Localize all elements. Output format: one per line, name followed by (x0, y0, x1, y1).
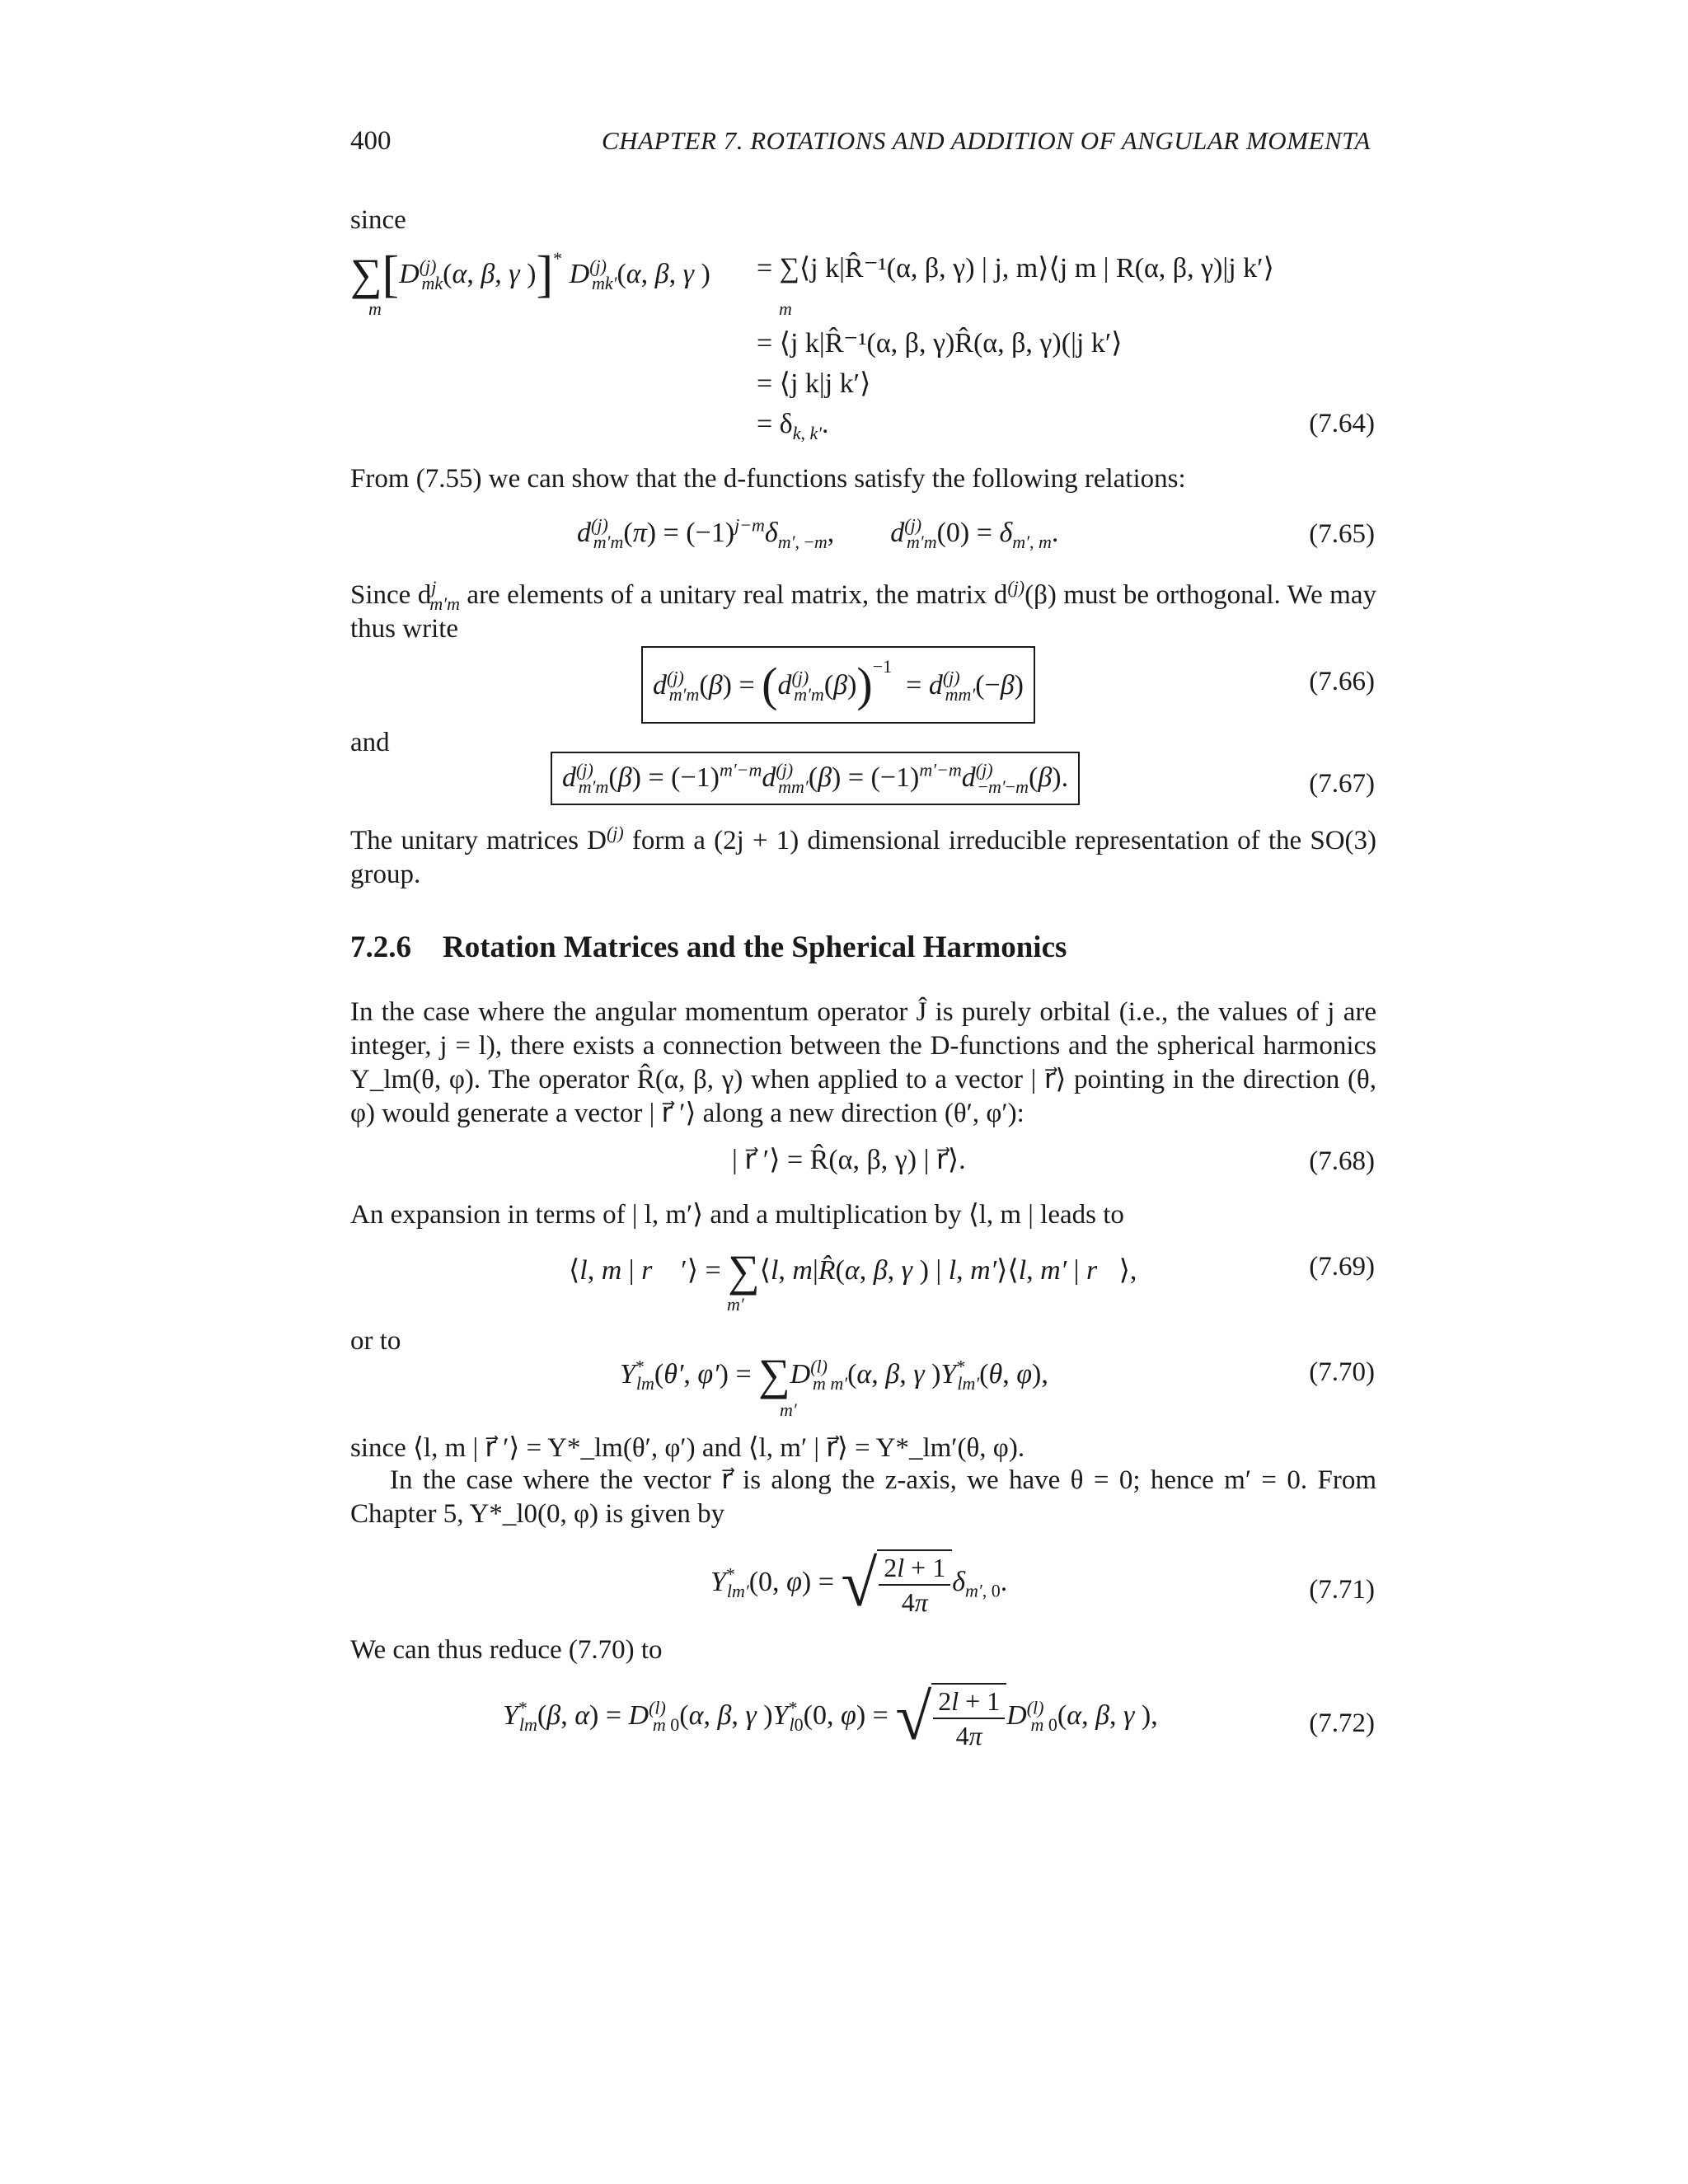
equation-number-7-70: (7.70) (1309, 1357, 1375, 1387)
equation-7-67: $d^{(j)}_{m'm}(\beta) = (-1)^{m'-m}d^{(j)}_{mm'}(\beta) = (-1)^{m'-m}d^{(j)}_{-m'-m}(\beta)$. (551, 752, 1080, 805)
equation-number-7-65: (7.65) (1309, 519, 1375, 549)
text-since-unitary: Since $d^j_{m'm}$ are elements of a unitary real matrix, the matrix $d^{(j)}(\beta)$ must be orthogonal. We may thus write (350, 577, 1376, 644)
text-orbital-paragraph: In the case where the angular momentum operator Ĵ is purely orbital (i.e., the values of j are integer, j = l), there exists a connection between the D-functions and the spherical harmonics Y_lm(θ, φ). The operator R̂(α, β, γ) when applied to a vector | r⃗⟩ pointing in the direction (θ, φ) would generate a vector | r⃗ ′⟩ along a new direction (θ′, φ′): (350, 997, 1376, 1128)
equation-number-7-64: (7.64) (1309, 409, 1375, 438)
equation-7-66: $d^{(j)}_{m'm}(\beta) = (d^{(j)}_{m'm}(\beta))^{-1} = d^{(j)}_{mm'}(-\beta)$ (641, 646, 1035, 724)
sum-index-m: m (368, 298, 382, 319)
sum-index-m-prime-2: m′ (780, 1399, 797, 1420)
text-since-2: since ⟨l, m | r⃗ ′⟩ = Y*_lm(θ′, φ′) and ⟨l, m′ | r⃗⟩ = Y*_lm′(θ, φ). (350, 1433, 1025, 1463)
text-from-7-55: From (7.55) we can show that the d-functions satisfy the following relations: (350, 464, 1186, 494)
text-z-axis: In the case where the vector r⃗ is along the z-axis, we have θ = 0; hence m′ = 0. From Chapter 5, Y*_l0(0, φ) is given by (350, 1465, 1376, 1529)
section-heading (350, 930, 1067, 966)
equation-number-7-71: (7.71) (1309, 1575, 1375, 1605)
equation-number-7-72: (7.72) (1309, 1708, 1375, 1738)
text-reduce: We can thus reduce (7.70) to (350, 1635, 663, 1665)
sum-index-m-rhs: m (779, 298, 792, 319)
equation-7-64-rhs-1: = ∑⟨j k|R̂⁻¹(α, β, γ) | j, m⟩⟨j m | R(α, β, γ)|j k′⟩ (757, 253, 1274, 284)
equation-number-7-69: (7.69) (1309, 1252, 1375, 1282)
text-expansion: An expansion in terms of | l, m′⟩ and a multiplication by ⟨l, m | leads to (350, 1200, 1124, 1230)
equation-number-7-68: (7.68) (1309, 1146, 1375, 1176)
equation-7-72: $Y^*_{lm}(\beta$, $\alpha) = D^{(l)}_{m 0}(\alpha$, β, γ )$Y^*_{l0}(0$, φ) = √ $\frac{2l + 1}{4\pi}$ $D^{(l)}_{m 0}(\alpha$, β, γ ), (503, 1681, 1158, 1754)
equation-number-7-67: (7.67) (1309, 769, 1375, 799)
equation-7-65: $d^{(j)}_{m'm}(\pi) = (-1)^{j-m}\delta_{m', -m}$, $d^{(j)}_{m'm}(0) = \delta_{m', m}$. (577, 514, 1059, 552)
equation-7-64-rhs-3: = ⟨j k|j k′⟩ (757, 368, 871, 399)
sum-index-m-prime-1: m′ (727, 1294, 744, 1315)
page-number: 400 (350, 126, 392, 156)
text-since: since (350, 205, 406, 235)
equation-number-7-66: (7.66) (1309, 667, 1375, 696)
equation-7-68: | r⃗ ′⟩ = R̂(α, β, γ) | r⃗⟩. (732, 1145, 966, 1175)
equation-7-71: $Y^*_{lm'}(0$, φ) = √ $\frac{2l + 1}{4\pi}$ $\delta_{m', 0}$. (710, 1548, 1008, 1620)
equation-7-64-rhs-2: = ⟨j k|R̂⁻¹(α, β, γ)R̂(α, β, γ)(|j k′⟩ (757, 328, 1123, 359)
equation-7-70: $Y^*_{lm}(\theta'$, $\varphi') = \sum D^{(l)}_{m m'}(\alpha$, β, γ )$Y^*_{lm'}(\theta$, φ), (620, 1350, 1048, 1399)
equation-7-69: ⟨l, m | r⃗ ′⟩ = ∑⟨l, m|R̂(α, β, γ ) | l, m′⟩⟨l, m′ | r⃗⟩, (569, 1246, 1137, 1296)
section-title: Rotation Matrices and the Spherical Harmonics (443, 930, 1067, 964)
equation-7-64-lhs: $\sum[D^{(j)}_{mk}(\alpha$, β, γ )]* $D^{(j)}_{mk'}(\alpha$, β, γ ) (350, 246, 710, 302)
section-number: 7.2.6 (350, 930, 411, 964)
text-unitary-matrices: The unitary matrices $D^{(j)}$ form a (2j + 1) dimensional irreducible representation of the SO(3) group. (350, 823, 1377, 889)
text-or-to: or to (350, 1326, 401, 1356)
running-head: CHAPTER 7. ROTATIONS AND ADDITION OF ANGULAR MOMENTA (601, 126, 1371, 155)
text-and: and (350, 728, 390, 757)
equation-7-64-rhs-4: = $\delta_{k, k'}$. (757, 409, 829, 443)
